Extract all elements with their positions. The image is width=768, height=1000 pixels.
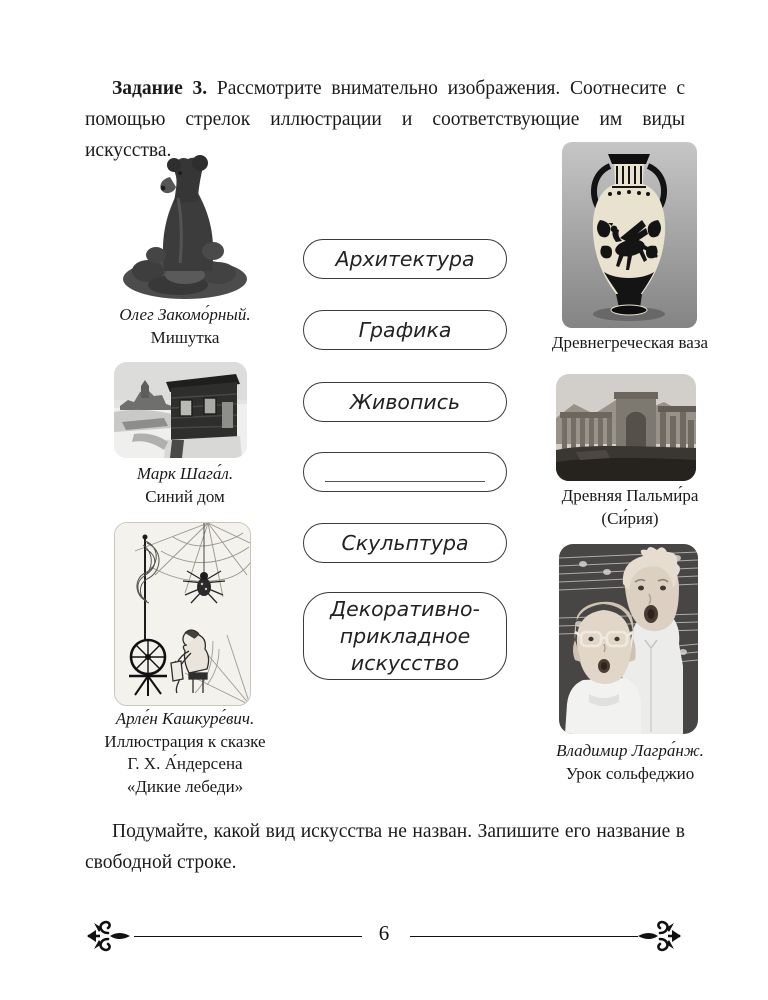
caption-line: Владимир Лагра́нж. <box>556 741 704 760</box>
art-label-text: Графика <box>358 318 452 342</box>
caption-blue-house <box>85 463 285 508</box>
caption-line: Мишутка <box>150 327 220 347</box>
caption-line: (Си́рия) <box>601 508 659 528</box>
spider-illustration-image <box>115 523 250 705</box>
page-number: 6 <box>378 921 390 945</box>
bear-sculpture-image <box>118 143 252 301</box>
caption-line: Урок сольфеджио <box>565 763 695 783</box>
caption-line: Синий дом <box>145 486 225 506</box>
caption-line: Древнегреческая ваза <box>551 333 709 352</box>
caption-bear-sculpture <box>85 304 285 349</box>
figure-bear-sculpture[interactable] <box>118 143 252 301</box>
palmyra-ruins-image <box>556 374 696 481</box>
figure-blue-house-painting[interactable] <box>114 362 247 458</box>
caption-line: Марк Шага́л. <box>136 464 234 483</box>
caption-line: Древняя Пальми́ра <box>561 486 699 505</box>
art-label-text: Живопись <box>349 390 461 414</box>
art-label-architecture[interactable] <box>303 239 507 279</box>
caption-palmyra <box>525 485 735 530</box>
task-instruction-text: Рассмотрите внимательно изображения. Соотнесите с помощью стрелок иллюстрации и соответствующие им виды искусства. <box>85 77 685 161</box>
caption-line: Олег Закомо́рный. <box>119 305 251 324</box>
art-label-sculpture[interactable] <box>303 523 507 563</box>
art-label-decorative-applied[interactable] <box>303 592 507 680</box>
art-label-text: Архитектура <box>335 247 475 271</box>
figure-solfeggio-lesson[interactable] <box>559 544 698 734</box>
fleuron-ornament-right <box>636 915 682 957</box>
art-label-blank[interactable] <box>303 452 507 492</box>
caption-wild-swans <box>72 708 298 798</box>
answer-blank-line[interactable] <box>325 481 485 482</box>
task-number-label: Задание 3. <box>112 77 208 99</box>
children-singing-image <box>559 544 698 734</box>
caption-solfeggio <box>520 740 740 785</box>
footer-rule-left <box>134 936 362 937</box>
art-label-text: Скульптура <box>341 531 469 555</box>
caption-line: «Дикие лебеди» <box>126 776 244 796</box>
greek-vase-image <box>562 142 697 328</box>
closing-instruction-text: Подумайте, какой вид искусства не назван. Запишите его название в свободной строке. <box>85 820 685 873</box>
art-label-text: Декоративно-прикладное искусство <box>330 596 480 675</box>
closing-instruction <box>85 816 685 878</box>
caption-line: Г. Х. А́ндерсена <box>127 754 243 773</box>
figure-palmyra[interactable] <box>556 374 696 481</box>
footer-rule-right <box>410 936 638 937</box>
art-label-graphics[interactable] <box>303 310 507 350</box>
art-label-painting[interactable] <box>303 382 507 422</box>
caption-line: Иллюстрация к сказке <box>104 731 266 751</box>
caption-greek-vase <box>525 332 735 355</box>
figure-greek-vase[interactable] <box>562 142 697 328</box>
caption-line: Арле́н Кашкуре́вич. <box>115 709 255 728</box>
blue-house-image <box>114 362 247 458</box>
figure-wild-swans-illustration[interactable] <box>114 522 251 706</box>
fleuron-ornament-left <box>86 915 132 957</box>
